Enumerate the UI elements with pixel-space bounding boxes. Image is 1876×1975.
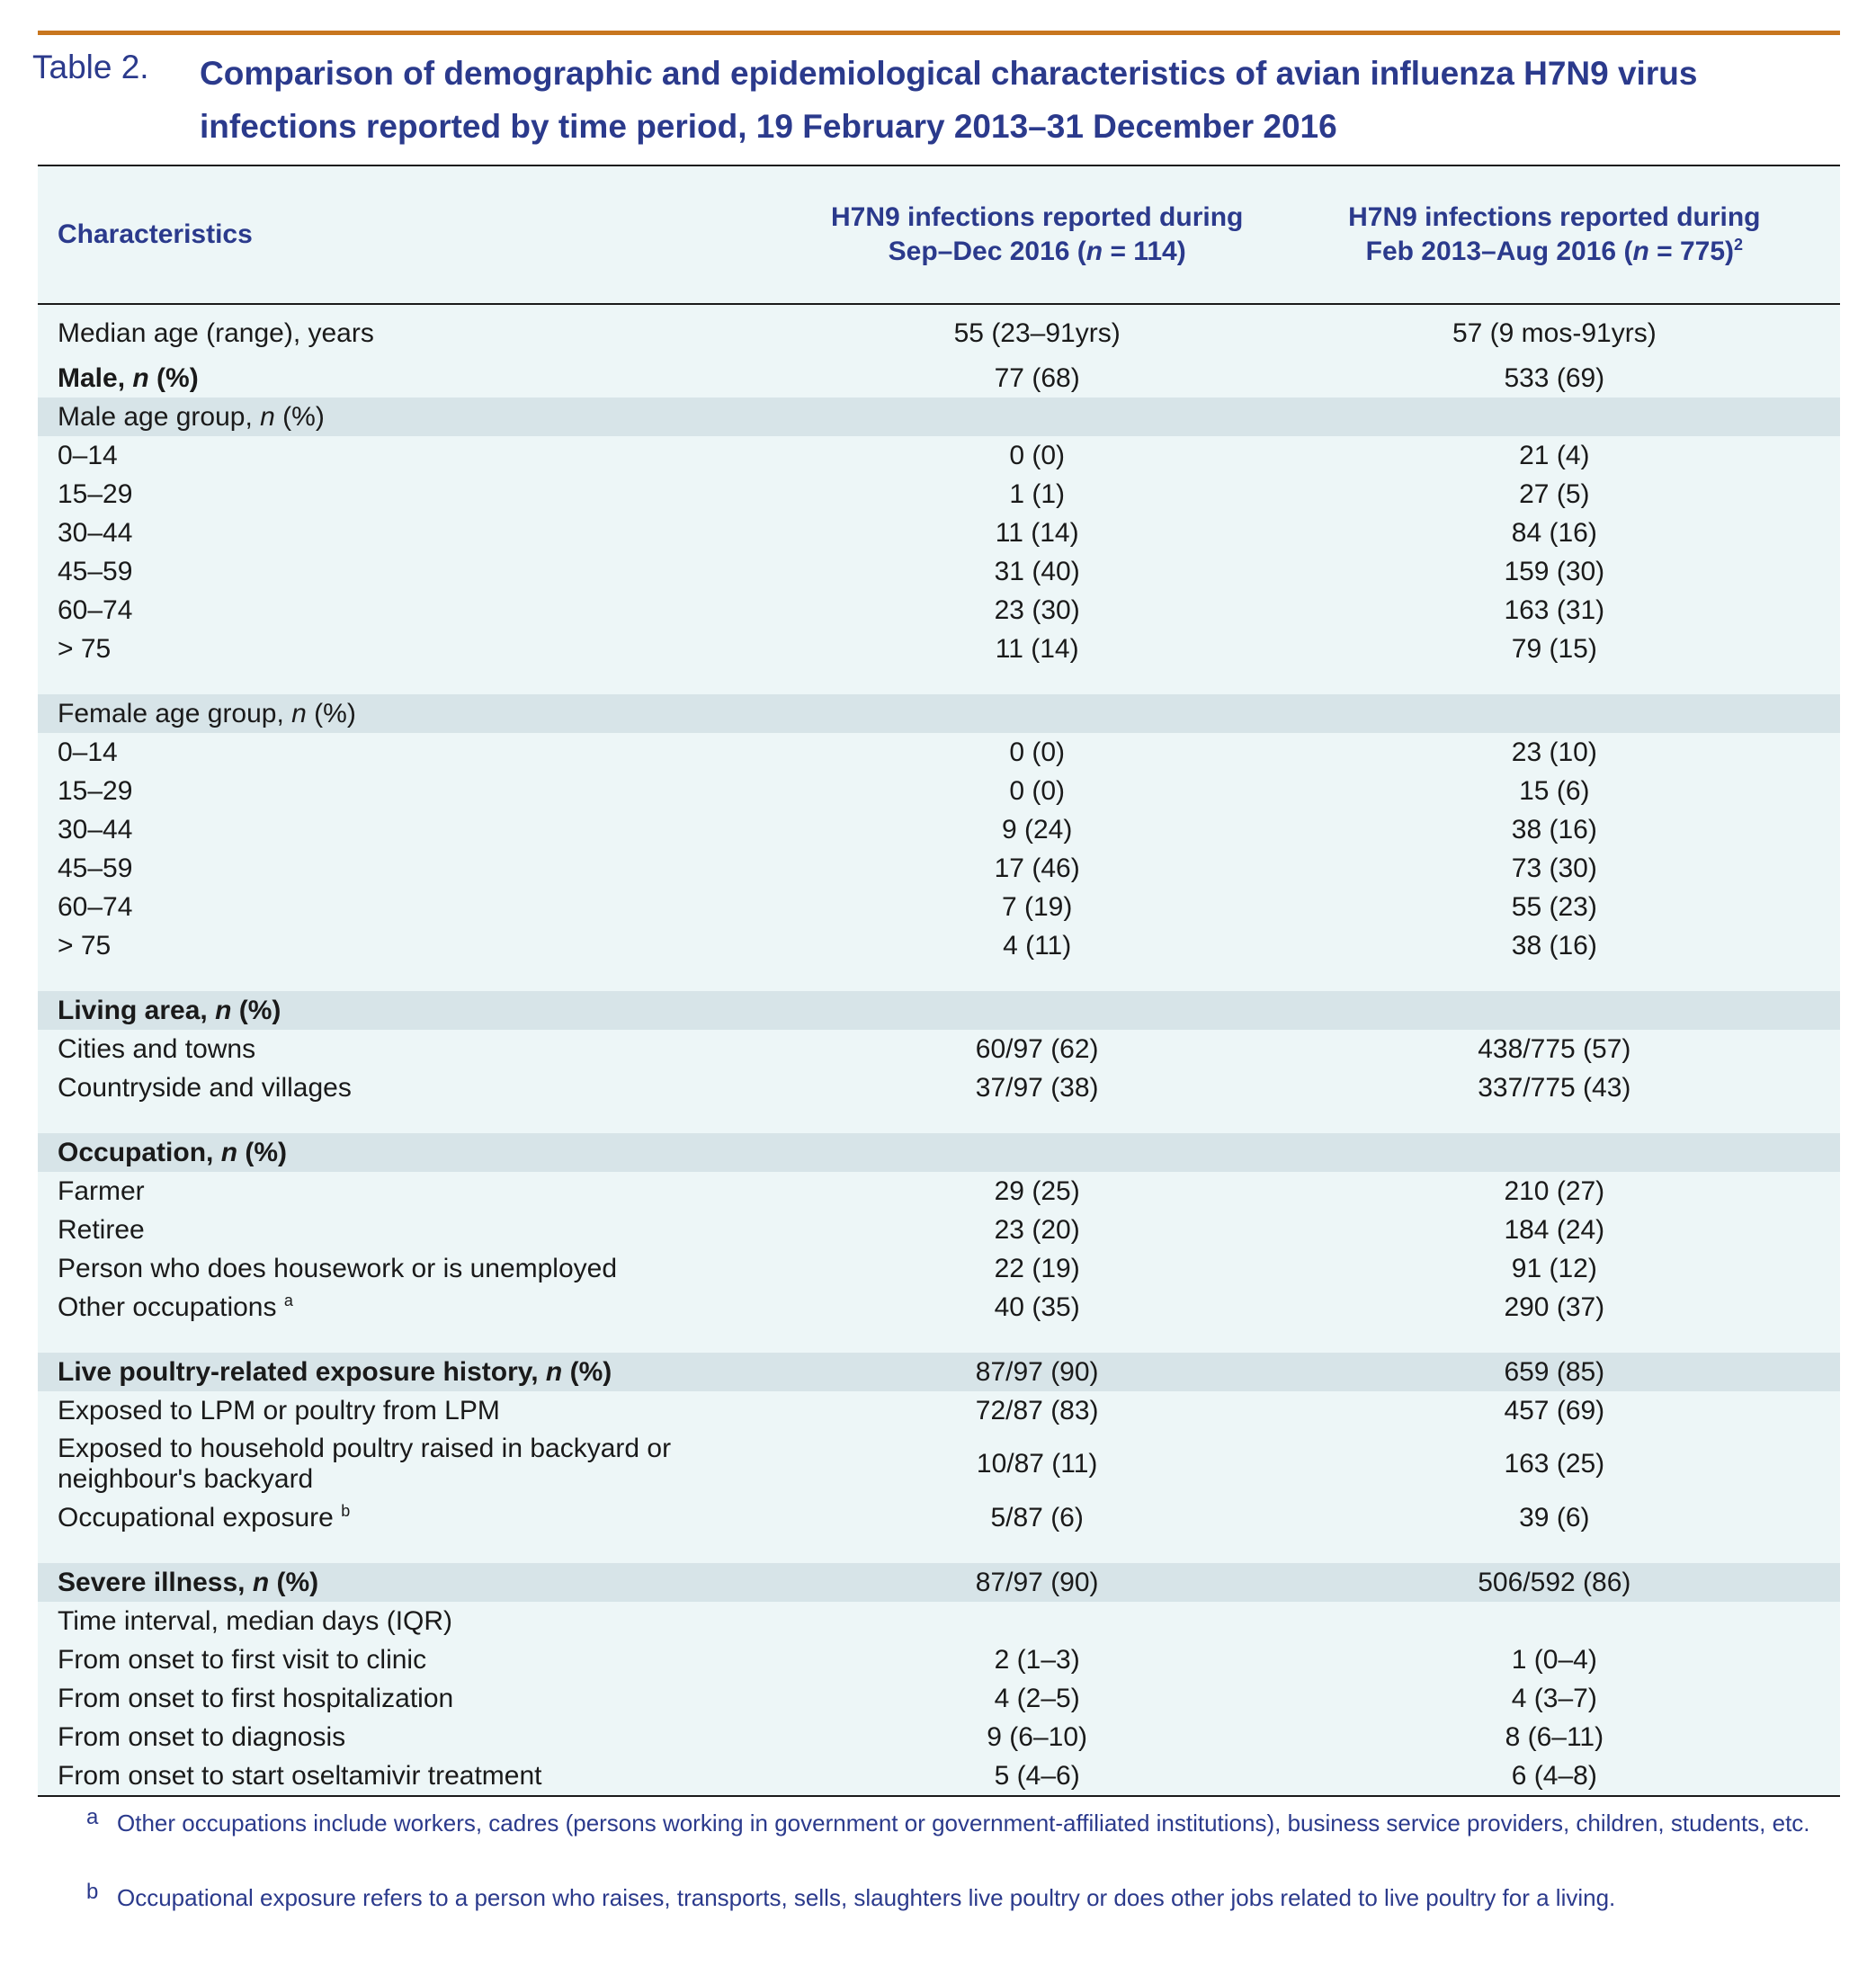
table-row-male-45-59 <box>38 552 1840 591</box>
label-text: Male, <box>58 362 133 393</box>
row-value-feb-aug: 38 (16) <box>1511 930 1597 961</box>
row-value-sep-dec: 37/97 (38) <box>975 1072 1099 1103</box>
row-value-sep-dec: 0 (0) <box>1009 440 1065 470</box>
header-characteristics: Characteristics <box>38 166 806 304</box>
spacer-row <box>38 1107 1840 1133</box>
table-row-female-75 <box>38 926 1840 965</box>
header-col2-n: n <box>1085 237 1103 266</box>
row-label: From onset to diagnosis <box>58 1721 346 1752</box>
footnote-mark: b <box>341 1501 351 1520</box>
table-row-onset-oseltamivir <box>38 1756 1840 1796</box>
row-value-feb-aug: 163 (25) <box>1504 1449 1605 1479</box>
row-value-feb-aug: 39 (6) <box>1519 1502 1590 1533</box>
footnote-a-text: Other occupations include workers, cadres (persons working in government or government-affiliated institutions), business service providers, children, students, etc. <box>117 1810 1810 1836</box>
row-value-feb-aug: 91 (12) <box>1511 1253 1597 1283</box>
row-label: Time interval, median days (IQR) <box>58 1605 453 1636</box>
row-label: 15–29 <box>58 478 133 509</box>
row-label <box>38 398 806 436</box>
row-label: 45–59 <box>58 556 133 586</box>
header-feb-2013-aug-2016 <box>1269 166 1840 304</box>
footnote-mark: a <box>283 1291 293 1309</box>
row-label: Farmer <box>58 1175 145 1206</box>
header-col2-line2-pre: Sep–Dec 2016 ( <box>888 237 1086 266</box>
row-label: Cities and towns <box>58 1033 256 1064</box>
header-row <box>38 166 1840 304</box>
label-text: (%) <box>274 401 325 432</box>
table-row-time-interval <box>38 1602 1840 1640</box>
row-label: > 75 <box>58 633 112 664</box>
row-value-feb-aug: 533 (69) <box>1504 362 1605 393</box>
row-label <box>38 1133 806 1172</box>
section-row-female-age-group <box>38 694 1840 733</box>
row-label: 0–14 <box>58 737 118 767</box>
label-n: n <box>220 1137 238 1167</box>
row-value-feb-aug: 506/592 (86) <box>1269 1563 1840 1602</box>
row-value-feb-aug: 38 (16) <box>1511 814 1597 845</box>
label-n: n <box>215 995 232 1025</box>
row-value-sep-dec: 17 (46) <box>994 853 1080 883</box>
row-value-sep-dec: 23 (20) <box>994 1214 1080 1245</box>
table-row-male-60-74 <box>38 591 1840 630</box>
row-value-feb-aug: 57 (9 mos-91yrs) <box>1452 318 1657 348</box>
label-text: (%) <box>237 1137 288 1167</box>
label-text: Female age group, <box>58 698 292 728</box>
row-value-sep-dec: 29 (25) <box>994 1175 1080 1206</box>
section-row-live-poultry <box>38 1353 1840 1391</box>
label-text: Occupation, <box>58 1137 221 1167</box>
label-n: n <box>291 698 307 728</box>
row-value-sep-dec: 11 (14) <box>995 517 1079 548</box>
section-row-severe-illness <box>38 1563 1840 1602</box>
row-value-sep-dec: 60/97 (62) <box>975 1033 1099 1064</box>
row-value-sep-dec: 9 (24) <box>1001 814 1073 845</box>
label-text: Other occupations <box>58 1291 284 1322</box>
footnote-b-text: Occupational exposure refers to a person who raises, transports, sells, slaughters live poultry or does other jobs related to live poultry for a living. <box>117 1884 1616 1911</box>
row-value-feb-aug: 163 (31) <box>1504 594 1605 625</box>
label-text: Occupational exposure <box>58 1502 342 1533</box>
table-row-male-30-44 <box>38 514 1840 552</box>
label-n: n <box>132 362 149 393</box>
row-value-feb-aug: 337/775 (43) <box>1478 1072 1631 1103</box>
row-label: > 75 <box>58 930 112 961</box>
row-label: Retiree <box>58 1214 145 1245</box>
footnote-a <box>86 1805 1813 1838</box>
row-label: Median age (range), years <box>58 318 374 348</box>
row-label: 30–44 <box>58 517 133 548</box>
table-label: Table 2. <box>32 49 149 85</box>
row-value-sep-dec: 11 (14) <box>995 633 1079 664</box>
table-row-female-30-44 <box>38 810 1840 849</box>
top-accent-rule <box>38 31 1840 35</box>
table-row-other-occupations <box>38 1288 1840 1327</box>
table-row-female-45-59 <box>38 849 1840 888</box>
row-value-feb-aug: 290 (37) <box>1504 1291 1605 1322</box>
row-label <box>38 359 806 398</box>
row-value-sep-dec: 0 (0) <box>1009 737 1065 767</box>
table-title: Comparison of demographic and epidemiological characteristics of avian influenza H7N9 virus infections reported by time period, 19 February 2013–31 December 2016 <box>200 55 1698 145</box>
label-n: n <box>252 1567 270 1597</box>
label-text: Live poultry-related exposure history, <box>58 1356 546 1387</box>
row-value-feb-aug: 159 (30) <box>1504 556 1605 586</box>
spacer-row <box>38 965 1840 991</box>
section-row-occupation <box>38 1133 1840 1172</box>
row-value-feb-aug: 73 (30) <box>1511 853 1597 883</box>
row-value-sep-dec: 2 (1–3) <box>994 1644 1080 1675</box>
table-row-onset-hospitalization <box>38 1679 1840 1718</box>
footnote-a-mark: a <box>86 1805 99 1829</box>
label-n: n <box>260 401 275 432</box>
row-value-sep-dec: 55 (23–91yrs) <box>953 318 1121 348</box>
row-label: From onset to start oseltamivir treatment <box>38 1756 806 1796</box>
row-value-sep-dec: 9 (6–10) <box>987 1721 1088 1752</box>
row-value-sep-dec: 5 (4–6) <box>806 1756 1269 1796</box>
label-text: Male age group, <box>58 401 261 432</box>
header-col2-line2-post: = 114) <box>1103 237 1186 266</box>
row-value-sep-dec: 72/87 (83) <box>975 1395 1099 1425</box>
footnote-b-mark: b <box>86 1880 99 1904</box>
row-label <box>38 1498 806 1537</box>
row-value-feb-aug: 438/775 (57) <box>1478 1033 1631 1064</box>
section-row-living-area <box>38 991 1840 1030</box>
table-row-housework <box>38 1249 1840 1288</box>
row-label: 0–14 <box>58 440 118 470</box>
row-value-feb-aug: 27 (5) <box>1519 478 1590 509</box>
label-text: (%) <box>562 1356 612 1387</box>
row-value-sep-dec: 23 (30) <box>994 594 1080 625</box>
row-value-sep-dec: 4 (11) <box>1003 930 1072 961</box>
label-n: n <box>545 1356 563 1387</box>
header-col3-line2-post: = 775) <box>1648 237 1734 266</box>
row-value-feb-aug: 84 (16) <box>1511 517 1597 548</box>
row-label <box>38 1430 806 1498</box>
row-value-feb-aug: 6 (4–8) <box>1269 1756 1840 1796</box>
table-row-female-15-29 <box>38 772 1840 810</box>
label-text: neighbour's backyard <box>58 1464 314 1494</box>
row-value-sep-dec: 31 (40) <box>994 556 1080 586</box>
spacer-row <box>38 1537 1840 1563</box>
table-row-farmer <box>38 1172 1840 1211</box>
row-value-sep-dec: 5/87 (6) <box>990 1502 1084 1533</box>
table-row-female-60-74 <box>38 888 1840 926</box>
row-value-sep-dec: 22 (19) <box>994 1253 1080 1283</box>
row-value-feb-aug: 659 (85) <box>1269 1353 1840 1391</box>
row-value-sep-dec: 1 (1) <box>1009 478 1065 509</box>
table-row-male-0-14 <box>38 436 1840 475</box>
footnote-b <box>86 1882 1813 1913</box>
row-label <box>38 1563 806 1602</box>
spacer-row <box>38 668 1840 694</box>
row-value-feb-aug: 55 (23) <box>1511 891 1597 922</box>
table-row-female-0-14 <box>38 733 1840 772</box>
row-label: 15–29 <box>58 775 133 806</box>
row-label: 45–59 <box>58 853 133 883</box>
row-value-feb-aug: 4 (3–7) <box>1511 1683 1597 1713</box>
table-row-onset-clinic <box>38 1640 1840 1679</box>
row-value-sep-dec: 7 (19) <box>1001 891 1073 922</box>
row-value-sep-dec: 87/97 (90) <box>806 1353 1269 1391</box>
header-col3-line1: H7N9 infections reported during <box>1348 202 1761 232</box>
row-value-sep-dec: 77 (68) <box>994 362 1080 393</box>
table-row-occupational-exposure <box>38 1498 1840 1537</box>
label-text: (%) <box>148 362 199 393</box>
characteristics-table <box>38 166 1840 1797</box>
row-label: 30–44 <box>58 814 133 845</box>
row-label <box>38 694 806 733</box>
row-label <box>38 1353 806 1391</box>
row-value-sep-dec: 87/97 (90) <box>806 1563 1269 1602</box>
row-label: Exposed to LPM or poultry from LPM <box>58 1395 500 1425</box>
row-value-feb-aug: 210 (27) <box>1504 1175 1605 1206</box>
table-row-male-15-29 <box>38 475 1840 514</box>
row-value-feb-aug: 23 (10) <box>1511 737 1597 767</box>
row-label: Person who does housework or is unemployed <box>58 1253 618 1283</box>
spacer-row <box>38 1327 1840 1353</box>
label-text: (%) <box>231 995 281 1025</box>
row-label: 60–74 <box>58 594 133 625</box>
table-row-retiree <box>38 1211 1840 1249</box>
header-col3-n: n <box>1632 237 1649 266</box>
header-col3-sup: 2 <box>1734 236 1744 254</box>
section-row-male-age-group <box>38 398 1840 436</box>
header-sep-dec-2016 <box>806 166 1269 304</box>
row-label: From onset to first visit to clinic <box>58 1644 427 1675</box>
row-label: Countryside and villages <box>58 1072 352 1103</box>
table-row-male <box>38 359 1840 398</box>
label-text: (%) <box>306 698 356 728</box>
row-value-feb-aug: 457 (69) <box>1504 1395 1605 1425</box>
table-row-countryside <box>38 1068 1840 1107</box>
row-value-feb-aug: 21 (4) <box>1519 440 1590 470</box>
label-text: Severe illness, <box>58 1567 253 1597</box>
row-value-feb-aug: 184 (24) <box>1504 1214 1605 1245</box>
table-row-median-age <box>38 304 1840 359</box>
label-text: (%) <box>269 1567 319 1597</box>
header-col2-line1: H7N9 infections reported during <box>830 202 1244 232</box>
row-value-sep-dec: 0 (0) <box>1009 775 1065 806</box>
row-value-sep-dec: 40 (35) <box>994 1291 1080 1322</box>
row-value-feb-aug: 8 (6–11) <box>1505 1721 1604 1752</box>
row-value-feb-aug: 15 (6) <box>1519 775 1590 806</box>
label-text: Exposed to household poultry raised in backyard or <box>58 1434 672 1463</box>
row-label <box>38 1288 806 1327</box>
row-value-feb-aug: 1 (0–4) <box>1511 1644 1597 1675</box>
row-value-sep-dec: 4 (2–5) <box>994 1683 1080 1713</box>
table-row-lpm <box>38 1391 1840 1430</box>
row-value-sep-dec: 10/87 (11) <box>976 1449 1098 1479</box>
table-row-male-75 <box>38 630 1840 668</box>
table-row-onset-diagnosis <box>38 1718 1840 1756</box>
header-col3-line2-pre: Feb 2013–Aug 2016 ( <box>1365 237 1633 266</box>
table-row-household-poultry <box>38 1430 1840 1498</box>
row-label <box>38 991 806 1030</box>
row-value-feb-aug: 79 (15) <box>1511 633 1597 664</box>
row-label: From onset to first hospitalization <box>58 1683 454 1713</box>
table-row-cities <box>38 1030 1840 1068</box>
row-label: 60–74 <box>58 891 133 922</box>
label-text: Living area, <box>58 995 216 1025</box>
